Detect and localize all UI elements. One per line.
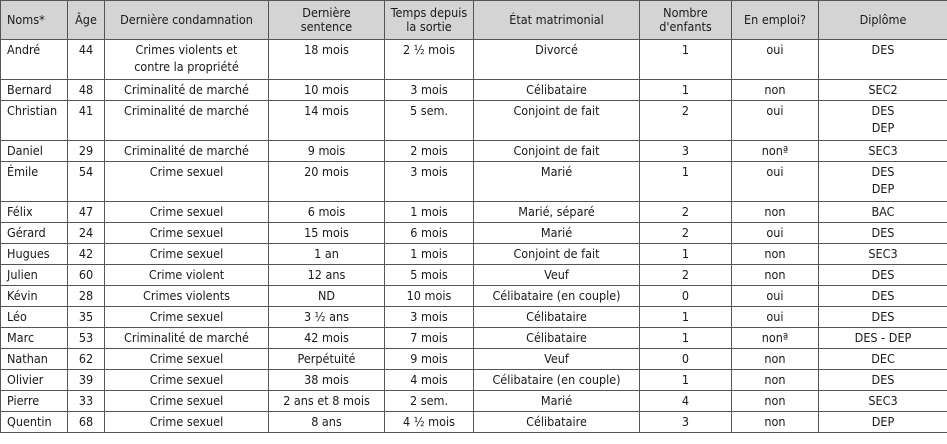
cell-diplome — [819, 141, 947, 162]
table-row — [1, 244, 947, 265]
cell-derniere-condamnation — [105, 370, 269, 391]
cell-noms: Hugues — [1, 244, 68, 265]
cell-temps-depuis-sortie: 9 mois — [385, 349, 474, 370]
cell-noms: Bernard — [1, 80, 68, 101]
cell-etat-matrimonial: Divorcé — [474, 40, 640, 80]
column-header-line: En emploi? — [744, 12, 806, 27]
cell-noms: André — [1, 40, 68, 80]
column-header-line: Diplôme — [859, 12, 907, 27]
column-header-line: Noms* — [7, 12, 45, 27]
cell-noms: Julien — [1, 265, 68, 286]
cell-en-emploi: oui — [732, 307, 819, 328]
cell-en-emploi: nonª — [732, 141, 819, 162]
cell-en-emploi: oui — [732, 162, 819, 202]
cell-age: 28 — [68, 286, 105, 307]
cell-en-emploi: non — [732, 412, 819, 433]
cell-nombre-enfants: 2 — [640, 223, 732, 244]
cell-derniere-condamnation — [105, 391, 269, 412]
cell-derniere-sentence: 1 an — [269, 244, 385, 265]
cell-derniere-sentence: 9 mois — [269, 141, 385, 162]
column-header-line: sentence — [300, 19, 353, 34]
cell-nombre-enfants: 1 — [640, 162, 732, 202]
cell-line: DES — [871, 288, 895, 303]
table-body — [1, 40, 947, 433]
cell-age: 44 — [68, 40, 105, 80]
cell-derniere-sentence: 6 mois — [269, 202, 385, 223]
cell-derniere-condamnation — [105, 265, 269, 286]
cell-line: DEP — [871, 414, 895, 429]
table-row — [1, 370, 947, 391]
cell-en-emploi: nonª — [732, 328, 819, 349]
cell-nombre-enfants: 1 — [640, 80, 732, 101]
column-header-line: Âge — [75, 12, 97, 27]
column-header-derniere-condamnation — [105, 1, 269, 40]
cell-etat-matrimonial: Célibataire — [474, 307, 640, 328]
cell-derniere-sentence: Perpétuité — [269, 349, 385, 370]
cell-noms: Daniel — [1, 141, 68, 162]
column-header-line: Temps depuis — [390, 5, 468, 20]
cell-temps-depuis-sortie: 4 mois — [385, 370, 474, 391]
cell-line: Crime violent — [148, 267, 225, 282]
cell-line: Crime sexuel — [149, 393, 224, 408]
cell-noms: Marc — [1, 328, 68, 349]
table-row — [1, 223, 947, 244]
cell-line: Crime sexuel — [149, 204, 224, 219]
cell-temps-depuis-sortie: 6 mois — [385, 223, 474, 244]
cell-line: DES - DEP — [854, 330, 912, 345]
cell-etat-matrimonial: Célibataire (en couple) — [474, 286, 640, 307]
cell-etat-matrimonial: Célibataire — [474, 80, 640, 101]
cell-noms: Kévin — [1, 286, 68, 307]
cell-nombre-enfants: 1 — [640, 40, 732, 80]
cell-etat-matrimonial: Marié — [474, 223, 640, 244]
cell-diplome — [819, 370, 947, 391]
cell-nombre-enfants: 1 — [640, 244, 732, 265]
header-row — [1, 1, 947, 40]
column-header-line: Dernière condamnation — [120, 12, 253, 27]
cell-diplome — [819, 265, 947, 286]
cell-temps-depuis-sortie: 7 mois — [385, 328, 474, 349]
cell-line: DEP — [871, 181, 895, 196]
cell-noms: Olivier — [1, 370, 68, 391]
cell-line: Crimes violents — [142, 288, 230, 303]
cell-line: DES — [871, 42, 895, 57]
cell-etat-matrimonial: Marié — [474, 162, 640, 202]
table-row — [1, 162, 947, 202]
cell-derniere-condamnation — [105, 286, 269, 307]
cell-line: Crime sexuel — [149, 164, 224, 179]
cell-en-emploi: non — [732, 80, 819, 101]
cell-temps-depuis-sortie: 1 mois — [385, 202, 474, 223]
cell-diplome — [819, 286, 947, 307]
table-row — [1, 141, 947, 162]
cell-etat-matrimonial: Veuf — [474, 349, 640, 370]
cell-diplome — [819, 307, 947, 328]
table-row — [1, 391, 947, 412]
cell-diplome — [819, 202, 947, 223]
table-row — [1, 286, 947, 307]
cell-diplome — [819, 328, 947, 349]
cell-nombre-enfants: 1 — [640, 370, 732, 391]
cell-age: 39 — [68, 370, 105, 391]
cell-noms: Léo — [1, 307, 68, 328]
cell-line: SEC3 — [868, 246, 898, 261]
cell-en-emploi: non — [732, 202, 819, 223]
cell-temps-depuis-sortie: 1 mois — [385, 244, 474, 265]
cell-line: Crime sexuel — [149, 246, 224, 261]
cell-noms: Quentin — [1, 412, 68, 433]
cell-derniere-sentence: 18 mois — [269, 40, 385, 80]
cell-derniere-condamnation — [105, 328, 269, 349]
cell-derniere-condamnation — [105, 244, 269, 265]
cell-nombre-enfants: 0 — [640, 286, 732, 307]
cell-age: 35 — [68, 307, 105, 328]
cell-noms: Pierre — [1, 391, 68, 412]
cell-line: DES — [871, 103, 895, 118]
cell-temps-depuis-sortie: 10 mois — [385, 286, 474, 307]
column-header-en-emploi — [732, 1, 819, 40]
cell-diplome — [819, 80, 947, 101]
cell-derniere-condamnation — [105, 80, 269, 101]
column-header-age — [68, 1, 105, 40]
cell-temps-depuis-sortie: 2 ½ mois — [385, 40, 474, 80]
cell-derniere-condamnation — [105, 202, 269, 223]
cell-age: 54 — [68, 162, 105, 202]
table-row — [1, 40, 947, 80]
cell-noms: Christian — [1, 101, 68, 141]
cell-age: 47 — [68, 202, 105, 223]
cell-derniere-sentence: 15 mois — [269, 223, 385, 244]
cell-diplome — [819, 162, 947, 202]
cell-etat-matrimonial: Conjoint de fait — [474, 244, 640, 265]
cell-temps-depuis-sortie: 2 mois — [385, 141, 474, 162]
cell-en-emploi: oui — [732, 40, 819, 80]
column-header-etat-matrimonial — [474, 1, 640, 40]
cell-line: SEC2 — [868, 82, 898, 97]
cell-en-emploi: non — [732, 370, 819, 391]
table-row — [1, 349, 947, 370]
cell-en-emploi: oui — [732, 286, 819, 307]
cell-age: 33 — [68, 391, 105, 412]
cell-line: DES — [871, 309, 895, 324]
table-row — [1, 328, 947, 349]
cell-etat-matrimonial: Veuf — [474, 265, 640, 286]
cell-noms: Gérard — [1, 223, 68, 244]
column-header-line: Dernière — [302, 5, 351, 20]
cell-age: 41 — [68, 101, 105, 141]
cell-line: Crime sexuel — [149, 309, 224, 324]
cell-diplome — [819, 101, 947, 141]
cell-line: Criminalité de marché — [124, 82, 249, 97]
cell-derniere-sentence: ND — [269, 286, 385, 307]
cell-nombre-enfants: 0 — [640, 349, 732, 370]
cell-derniere-sentence: 38 mois — [269, 370, 385, 391]
column-header-diplome — [819, 1, 947, 40]
cell-age: 42 — [68, 244, 105, 265]
cell-en-emploi: oui — [732, 223, 819, 244]
cell-nombre-enfants: 2 — [640, 265, 732, 286]
cell-line: DES — [871, 372, 895, 387]
table-row — [1, 307, 947, 328]
cell-temps-depuis-sortie: 4 ½ mois — [385, 412, 474, 433]
cell-line: Criminalité de marché — [124, 330, 249, 345]
cell-temps-depuis-sortie: 3 mois — [385, 162, 474, 202]
cell-diplome — [819, 244, 947, 265]
cell-en-emploi: oui — [732, 101, 819, 141]
cell-line: DES — [871, 164, 895, 179]
table-row — [1, 101, 947, 141]
cell-en-emploi: non — [732, 349, 819, 370]
column-header-line: État matrimonial — [509, 12, 604, 27]
table-header — [1, 1, 947, 40]
table-row — [1, 412, 947, 433]
cell-derniere-condamnation — [105, 307, 269, 328]
cell-age: 24 — [68, 223, 105, 244]
cell-age: 53 — [68, 328, 105, 349]
cell-etat-matrimonial: Conjoint de fait — [474, 101, 640, 141]
cell-etat-matrimonial: Marié, séparé — [474, 202, 640, 223]
cell-line: Criminalité de marché — [124, 143, 249, 158]
cell-etat-matrimonial: Célibataire (en couple) — [474, 370, 640, 391]
table-row — [1, 202, 947, 223]
cell-en-emploi: non — [732, 244, 819, 265]
cell-temps-depuis-sortie: 3 mois — [385, 80, 474, 101]
cell-diplome — [819, 349, 947, 370]
cell-diplome — [819, 223, 947, 244]
cell-line: Criminalité de marché — [124, 103, 249, 118]
cell-nombre-enfants: 2 — [640, 101, 732, 141]
cell-line: DES — [871, 225, 895, 240]
cell-line: DEC — [871, 351, 895, 366]
cell-temps-depuis-sortie: 5 mois — [385, 265, 474, 286]
cell-temps-depuis-sortie: 3 mois — [385, 307, 474, 328]
cell-line: SEC3 — [868, 393, 898, 408]
cell-nombre-enfants: 1 — [640, 328, 732, 349]
column-header-nombre-enfants — [640, 1, 732, 40]
cell-line: Crime sexuel — [149, 225, 224, 240]
cell-etat-matrimonial: Conjoint de fait — [474, 141, 640, 162]
column-header-line: Nombre — [663, 5, 708, 20]
cell-temps-depuis-sortie: 2 sem. — [385, 391, 474, 412]
cell-etat-matrimonial: Célibataire — [474, 412, 640, 433]
cell-line: Crime sexuel — [149, 372, 224, 387]
column-header-temps-depuis-sortie — [385, 1, 474, 40]
cell-line: BAC — [871, 204, 895, 219]
cell-derniere-sentence: 2 ans et 8 mois — [269, 391, 385, 412]
cell-derniere-condamnation — [105, 40, 269, 80]
column-header-derniere-sentence — [269, 1, 385, 40]
cell-nombre-enfants: 3 — [640, 412, 732, 433]
cell-age: 62 — [68, 349, 105, 370]
column-header-noms — [1, 1, 68, 40]
cell-diplome — [819, 391, 947, 412]
cell-diplome — [819, 412, 947, 433]
cell-nombre-enfants: 4 — [640, 391, 732, 412]
cell-derniere-condamnation — [105, 162, 269, 202]
cell-derniere-sentence: 20 mois — [269, 162, 385, 202]
cell-derniere-condamnation — [105, 101, 269, 141]
cell-en-emploi: non — [732, 265, 819, 286]
cell-line: Crime sexuel — [149, 414, 224, 429]
cell-line: DEP — [871, 120, 895, 135]
cell-derniere-condamnation — [105, 412, 269, 433]
cell-derniere-sentence: 14 mois — [269, 101, 385, 141]
cell-age: 29 — [68, 141, 105, 162]
column-header-line: d'enfants — [659, 19, 712, 34]
cell-age: 60 — [68, 265, 105, 286]
cell-derniere-sentence: 3 ½ ans — [269, 307, 385, 328]
cell-nombre-enfants: 3 — [640, 141, 732, 162]
cell-line: SEC3 — [868, 143, 898, 158]
table-row — [1, 265, 947, 286]
cell-derniere-condamnation — [105, 141, 269, 162]
table-row — [1, 80, 947, 101]
cell-derniere-sentence: 8 ans — [269, 412, 385, 433]
column-header-line: la sortie — [406, 19, 452, 34]
cell-age: 68 — [68, 412, 105, 433]
cell-nombre-enfants: 1 — [640, 307, 732, 328]
cell-derniere-sentence: 12 ans — [269, 265, 385, 286]
cell-derniere-sentence: 10 mois — [269, 80, 385, 101]
cell-derniere-condamnation — [105, 223, 269, 244]
cell-diplome — [819, 40, 947, 80]
cell-noms: Émile — [1, 162, 68, 202]
cell-age: 48 — [68, 80, 105, 101]
cell-line: DES — [871, 267, 895, 282]
cell-noms: Nathan — [1, 349, 68, 370]
cell-temps-depuis-sortie: 5 sem. — [385, 101, 474, 141]
cell-line: Crime sexuel — [149, 351, 224, 366]
cell-etat-matrimonial: Marié — [474, 391, 640, 412]
cell-line: Crimes violents et — [135, 42, 238, 57]
cell-derniere-sentence: 42 mois — [269, 328, 385, 349]
cell-nombre-enfants: 2 — [640, 202, 732, 223]
cell-etat-matrimonial: Célibataire — [474, 328, 640, 349]
cell-en-emploi: non — [732, 391, 819, 412]
cell-line: contre la propriété — [134, 59, 239, 74]
cell-derniere-condamnation — [105, 349, 269, 370]
cell-noms: Félix — [1, 202, 68, 223]
